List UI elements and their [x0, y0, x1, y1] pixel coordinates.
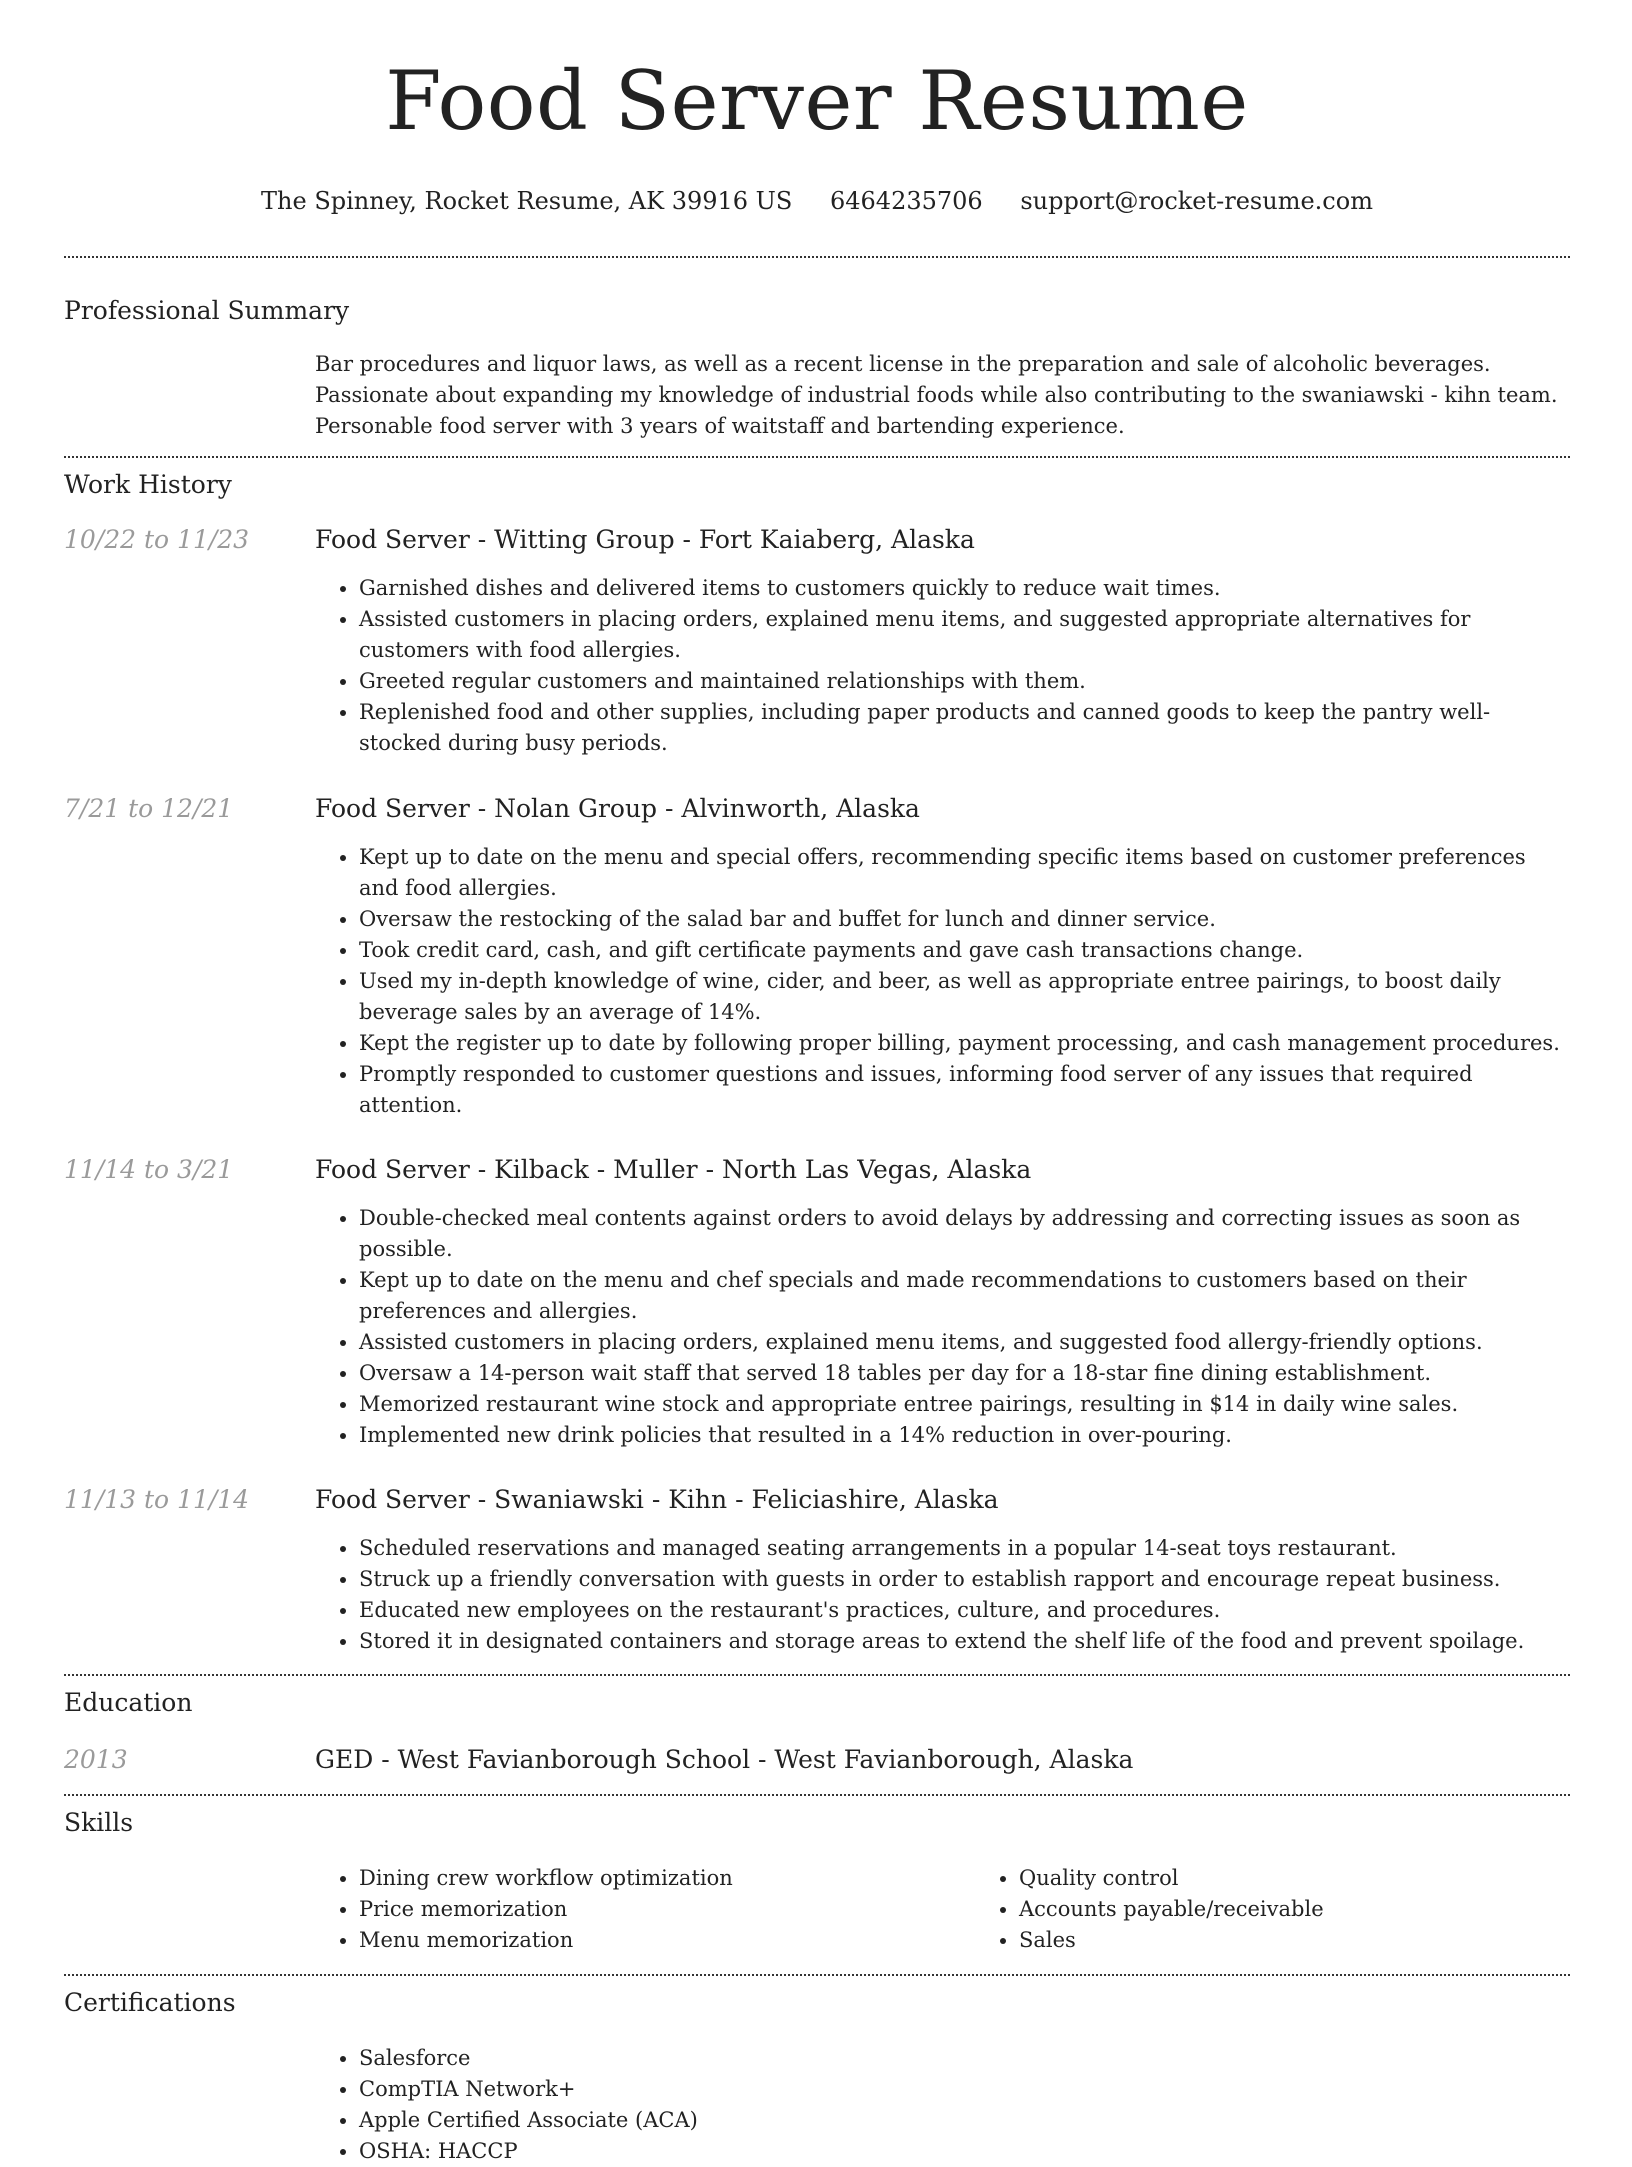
- job-bullets: [315, 1203, 1570, 1451]
- job-bullet: • Kept up to date on the menu and chef specials and made recommendations to customers based on their preferences and allergies.: [359, 1265, 1570, 1327]
- skill-item: • Menu memorization: [359, 1925, 975, 1956]
- skill-item: • Quality control: [1019, 1863, 1632, 1894]
- contact-phone: 6464235706: [829, 187, 983, 215]
- job-title: Food Server - Nolan Group - Alvinworth, Alaska: [315, 794, 920, 823]
- job-bullet: • Memorized restaurant wine stock and appropriate entree pairings, resulting in $14 in daily wine sales.: [359, 1389, 1570, 1420]
- work-history-heading: Work History: [64, 470, 232, 499]
- skill-item: • Price memorization: [359, 1894, 975, 1925]
- job-bullet: • Took credit card, cash, and gift certificate payments and gave cash transactions change.: [359, 935, 1570, 966]
- skills-column: [315, 1863, 975, 1956]
- job-bullet: • Used my in-depth knowledge of wine, cider, and beer, as well as appropriate entree pairings, to boost daily beverage sales by an average of 14%.: [359, 966, 1570, 1028]
- job-entry: [64, 1154, 1570, 1451]
- certifications-list: [315, 2043, 1570, 2167]
- certification-item: • OSHA: HACCP: [359, 2136, 1570, 2167]
- resume-title: Food Server Resume: [385, 55, 1249, 149]
- job-bullet: • Implemented new drink policies that resulted in a 14% reduction in over-pouring.: [359, 1420, 1570, 1451]
- job-bullet: • Stored it in designated containers and storage areas to extend the shelf life of the food and prevent spoilage.: [359, 1626, 1570, 1657]
- skills-column: [975, 1863, 1632, 1956]
- resume-page: [64, 0, 1570, 2167]
- job-title: Food Server - Swaniawski - Kihn - Feliciashire, Alaska: [315, 1485, 999, 1514]
- certification-item: • Salesforce: [359, 2043, 1570, 2074]
- summary-text: Bar procedures and liquor laws, as well as a recent license in the preparation and sale of alcoholic beverages. Passionate about expanding my knowledge of industrial foods while also contributing to the swaniawski - kihn team. Personable food server with 3 years of waitstaff and bartending experience.: [315, 352, 1558, 438]
- job-bullet: • Scheduled reservations and managed seating arrangements in a popular 14-seat toys restaurant.: [359, 1533, 1570, 1564]
- summary-heading: Professional Summary: [64, 296, 350, 325]
- skill-item: • Dining crew workflow optimization: [359, 1863, 975, 1894]
- section-divider: [64, 256, 1570, 258]
- job-dates: 11/13 to 11/14: [64, 1485, 250, 1514]
- job-bullet: • Greeted regular customers and maintained relationships with them.: [359, 666, 1570, 697]
- job-bullet: • Assisted customers in placing orders, explained menu items, and suggested appropriate alternatives for customers with food allergies.: [359, 604, 1570, 666]
- education-heading: Education: [64, 1688, 193, 1717]
- education-year: 2013: [64, 1745, 128, 1774]
- section-divider: [64, 1674, 1570, 1676]
- job-title: Food Server - Witting Group - Fort Kaiaberg, Alaska: [315, 525, 975, 554]
- job-bullet: • Educated new employees on the restaurant's practices, culture, and procedures.: [359, 1595, 1570, 1626]
- skill-item: • Accounts payable/receivable: [1019, 1894, 1632, 1925]
- education-entry: GED - West Favianborough School - West Favianborough, Alaska: [315, 1745, 1134, 1774]
- job-bullet: • Oversaw the restocking of the salad bar and buffet for lunch and dinner service.: [359, 904, 1570, 935]
- section-divider: [64, 456, 1570, 458]
- skills-heading: Skills: [64, 1808, 134, 1837]
- certifications-section: [64, 1987, 1570, 2167]
- contact-email: support@rocket-resume.com: [1020, 187, 1373, 215]
- job-bullet: • Promptly responded to customer questions and issues, informing food server of any issues that required attention.: [359, 1059, 1570, 1121]
- job-bullet: • Garnished dishes and delivered items to customers quickly to reduce wait times.: [359, 573, 1570, 604]
- education-section: [64, 1687, 1570, 1776]
- skills-section: [64, 1807, 1570, 1956]
- job-bullets: [315, 842, 1570, 1121]
- certification-item: • CompTIA Network+: [359, 2074, 1570, 2105]
- summary-section: [64, 295, 1570, 442]
- certification-item: • Apple Certified Associate (ACA): [359, 2105, 1570, 2136]
- job-dates: 11/14 to 3/21: [64, 1155, 234, 1184]
- certifications-heading: Certifications: [64, 1988, 236, 2017]
- job-entry: [64, 1484, 1570, 1657]
- contact-line: [64, 186, 1570, 216]
- job-title: Food Server - Kilback - Muller - North Las Vegas, Alaska: [315, 1155, 1032, 1184]
- job-bullets: [315, 1533, 1570, 1657]
- contact-address: The Spinney, Rocket Resume, AK 39916 US: [261, 187, 793, 215]
- job-bullet: • Assisted customers in placing orders, explained menu items, and suggested food allergy-friendly options.: [359, 1327, 1570, 1358]
- job-bullet: • Struck up a friendly conversation with guests in order to establish rapport and encourage repeat business.: [359, 1564, 1570, 1595]
- skill-item: • Sales: [1019, 1925, 1632, 1956]
- section-divider: [64, 1794, 1570, 1796]
- job-bullet: • Kept the register up to date by following proper billing, payment processing, and cash management procedures.: [359, 1028, 1570, 1059]
- work-history-section: [64, 469, 1570, 1657]
- job-bullet: • Oversaw a 14-person wait staff that served 18 tables per day for a 18-star fine dining establishment.: [359, 1358, 1570, 1389]
- job-entry: [64, 793, 1570, 1121]
- job-bullet: • Kept up to date on the menu and special offers, recommending specific items based on customer preferences and food allergies.: [359, 842, 1570, 904]
- section-divider: [64, 1974, 1570, 1976]
- job-bullet: • Replenished food and other supplies, including paper products and canned goods to keep the pantry well-stocked during busy periods.: [359, 697, 1570, 759]
- job-bullet: • Double-checked meal contents against orders to avoid delays by addressing and correcting issues as soon as possible.: [359, 1203, 1570, 1265]
- job-dates: 10/22 to 11/23: [64, 525, 250, 554]
- job-entry: [64, 524, 1570, 759]
- job-bullets: [315, 573, 1570, 759]
- job-dates: 7/21 to 12/21: [64, 794, 234, 823]
